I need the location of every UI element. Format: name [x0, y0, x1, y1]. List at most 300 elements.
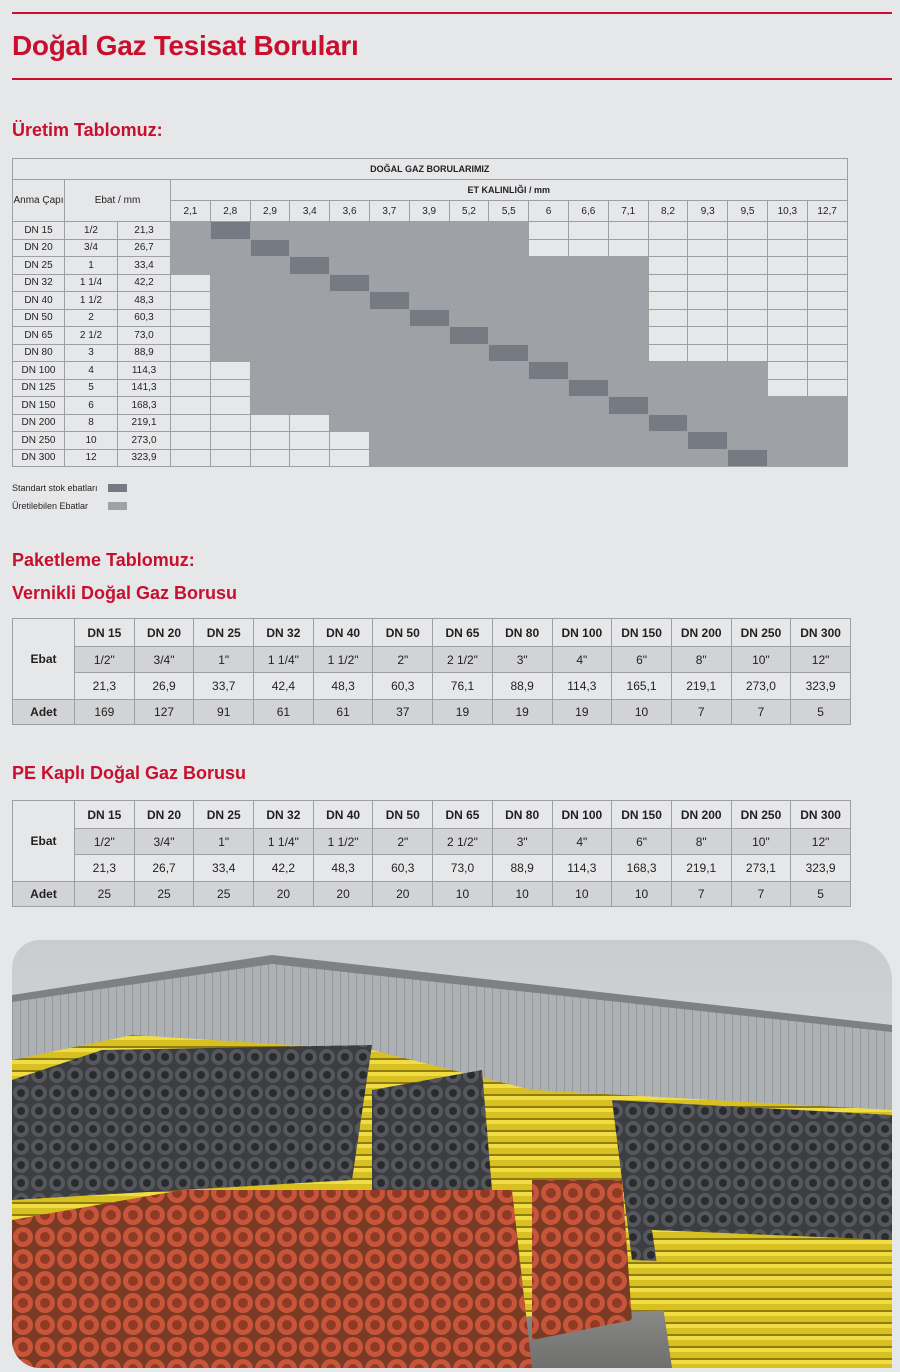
producible-cell: [767, 397, 807, 415]
empty-cell: [210, 449, 250, 467]
producible-cell: [608, 449, 648, 467]
empty-cell: [728, 292, 768, 310]
producible-cell: [688, 449, 728, 467]
producible-cell: [409, 449, 449, 467]
empty-cell: [250, 449, 290, 467]
dn-cell: DN 80: [492, 801, 552, 829]
producible-cell: [330, 379, 370, 397]
standard-stock-cell: [369, 292, 409, 310]
row-dn: DN 125: [13, 379, 65, 397]
mm-cell: 114,3: [552, 855, 612, 882]
legend-producible-swatch: [108, 502, 127, 510]
producible-cell: [409, 414, 449, 432]
dn-cell: DN 20: [134, 801, 194, 829]
production-row: [13, 362, 848, 380]
row-inch: 1 1/2: [65, 292, 118, 310]
row-dn: DN 200: [13, 414, 65, 432]
qty-cell: 7: [731, 700, 791, 725]
dn-cell: DN 32: [254, 619, 314, 647]
producible-cell: [688, 379, 728, 397]
producible-cell: [369, 362, 409, 380]
producible-cell: [529, 327, 569, 345]
producible-cell: [369, 257, 409, 275]
thickness-value: 7,1: [608, 201, 648, 222]
inch-cell: 1 1/2": [313, 829, 373, 855]
producible-cell: [608, 274, 648, 292]
qty-label: Adet: [13, 700, 75, 725]
production-row: [13, 327, 848, 345]
producible-cell: [728, 397, 768, 415]
empty-cell: [688, 257, 728, 275]
producible-cell: [767, 449, 807, 467]
empty-cell: [568, 222, 608, 240]
qty-cell: 20: [373, 882, 433, 907]
qty-cell: 25: [194, 882, 254, 907]
empty-cell: [728, 344, 768, 362]
inch-cell: 3/4": [134, 647, 194, 673]
thickness-value: 2,1: [171, 201, 211, 222]
inch-cell: 2 1/2": [433, 829, 493, 855]
standard-stock-cell: [648, 414, 688, 432]
producible-cell: [369, 379, 409, 397]
producible-cell: [489, 414, 529, 432]
row-mm: 21,3: [118, 222, 171, 240]
producible-cell: [529, 257, 569, 275]
producible-cell: [568, 309, 608, 327]
empty-cell: [330, 432, 370, 450]
thickness-header: ET KALINLIĞI / mm: [171, 180, 848, 201]
production-table-title: DOĞAL GAZ BORULARIMIZ: [13, 159, 848, 180]
row-inch: 3/4: [65, 239, 118, 257]
size-label: Ebat: [13, 619, 75, 700]
row-mm: 48,3: [118, 292, 171, 310]
producible-cell: [489, 257, 529, 275]
empty-cell: [728, 222, 768, 240]
mm-cell: 88,9: [492, 855, 552, 882]
producible-cell: [489, 379, 529, 397]
thickness-value: 3,4: [290, 201, 330, 222]
producible-cell: [807, 414, 847, 432]
mm-cell: 60,3: [373, 855, 433, 882]
thickness-value: 9,3: [688, 201, 728, 222]
dn-cell: DN 40: [313, 801, 373, 829]
inch-cell: 10": [731, 647, 791, 673]
production-row: [13, 449, 848, 467]
dn-cell: DN 300: [791, 619, 851, 647]
producible-cell: [250, 362, 290, 380]
empty-cell: [648, 292, 688, 310]
empty-cell: [807, 257, 847, 275]
dn-cell: DN 25: [194, 801, 254, 829]
producible-cell: [688, 397, 728, 415]
production-row: [13, 397, 848, 415]
empty-cell: [688, 222, 728, 240]
mm-cell: 168,3: [612, 855, 672, 882]
producible-cell: [608, 379, 648, 397]
qty-cell: 91: [194, 700, 254, 725]
empty-cell: [171, 309, 211, 327]
empty-cell: [728, 309, 768, 327]
thickness-value: 5,5: [489, 201, 529, 222]
dn-cell: DN 300: [791, 801, 851, 829]
standard-stock-cell: [210, 222, 250, 240]
producible-cell: [290, 379, 330, 397]
producible-cell: [290, 274, 330, 292]
producible-cell: [250, 344, 290, 362]
empty-cell: [529, 222, 569, 240]
producible-cell: [409, 222, 449, 240]
qty-cell: 10: [492, 882, 552, 907]
varnished-heading: Vernikli Doğal Gaz Borusu: [12, 583, 238, 603]
qty-cell: 25: [75, 882, 135, 907]
producible-cell: [449, 414, 489, 432]
dn-cell: DN 65: [433, 801, 493, 829]
legend-standard-swatch: [108, 484, 127, 492]
standard-stock-cell: [489, 344, 529, 362]
producible-cell: [489, 222, 529, 240]
empty-cell: [688, 344, 728, 362]
mm-cell: 33,7: [194, 673, 254, 700]
qty-cell: 5: [791, 882, 851, 907]
qty-cell: 61: [254, 700, 314, 725]
producible-cell: [449, 239, 489, 257]
producible-cell: [648, 362, 688, 380]
empty-cell: [807, 222, 847, 240]
mm-cell: 42,2: [254, 855, 314, 882]
mm-cell: 165,1: [612, 673, 672, 700]
producible-cell: [529, 379, 569, 397]
inch-cell: 1/2": [75, 647, 135, 673]
producible-cell: [330, 292, 370, 310]
inch-cell: 1 1/4": [254, 647, 314, 673]
pe-heading: PE Kaplı Doğal Gaz Borusu: [12, 763, 247, 783]
producible-cell: [608, 362, 648, 380]
row-inch: 3: [65, 344, 118, 362]
empty-cell: [648, 274, 688, 292]
empty-cell: [210, 414, 250, 432]
pipe-stacks-image: [12, 940, 892, 1368]
producible-cell: [409, 327, 449, 345]
producible-cell: [330, 397, 370, 415]
producible-cell: [330, 327, 370, 345]
producible-cell: [290, 309, 330, 327]
producible-cell: [608, 344, 648, 362]
producible-cell: [409, 257, 449, 275]
producible-cell: [568, 397, 608, 415]
producible-cell: [210, 344, 250, 362]
row-dn: DN 15: [13, 222, 65, 240]
thickness-value: 3,7: [369, 201, 409, 222]
empty-cell: [171, 274, 211, 292]
empty-cell: [171, 414, 211, 432]
producible-cell: [489, 274, 529, 292]
producible-cell: [568, 257, 608, 275]
dn-cell: DN 40: [313, 619, 373, 647]
empty-cell: [767, 274, 807, 292]
standard-stock-cell: [330, 274, 370, 292]
producible-cell: [449, 344, 489, 362]
producible-cell: [409, 344, 449, 362]
producible-cell: [171, 239, 211, 257]
producible-cell: [250, 292, 290, 310]
producible-cell: [529, 449, 569, 467]
producible-cell: [290, 344, 330, 362]
dn-cell: DN 200: [671, 619, 731, 647]
inch-cell: 12": [791, 647, 851, 673]
producible-cell: [608, 414, 648, 432]
empty-cell: [171, 397, 211, 415]
producible-cell: [290, 292, 330, 310]
dn-cell: DN 25: [194, 619, 254, 647]
empty-cell: [688, 309, 728, 327]
row-mm: 42,2: [118, 274, 171, 292]
producible-cell: [210, 257, 250, 275]
empty-cell: [767, 362, 807, 380]
row-mm: 168,3: [118, 397, 171, 415]
producible-cell: [568, 274, 608, 292]
row-dn: DN 32: [13, 274, 65, 292]
empty-cell: [728, 257, 768, 275]
producible-cell: [489, 432, 529, 450]
production-row: [13, 414, 848, 432]
producible-cell: [369, 414, 409, 432]
empty-cell: [648, 222, 688, 240]
production-row: [13, 379, 848, 397]
inch-cell: 1 1/4": [254, 829, 314, 855]
inch-cell: 2": [373, 829, 433, 855]
mm-cell: 76,1: [433, 673, 493, 700]
standard-stock-cell: [290, 257, 330, 275]
empty-cell: [171, 379, 211, 397]
producible-cell: [171, 257, 211, 275]
empty-cell: [728, 327, 768, 345]
producible-cell: [807, 449, 847, 467]
inch-cell: 4": [552, 647, 612, 673]
dn-cell: DN 50: [373, 619, 433, 647]
dn-cell: DN 50: [373, 801, 433, 829]
empty-cell: [648, 257, 688, 275]
inch-cell: 2 1/2": [433, 647, 493, 673]
producible-cell: [369, 239, 409, 257]
empty-cell: [648, 239, 688, 257]
mm-cell: 33,4: [194, 855, 254, 882]
producible-cell: [807, 397, 847, 415]
producible-cell: [449, 292, 489, 310]
dn-cell: DN 80: [492, 619, 552, 647]
inch-cell: 3/4": [134, 829, 194, 855]
mm-cell: 323,9: [791, 673, 851, 700]
producible-cell: [330, 222, 370, 240]
row-inch: 2 1/2: [65, 327, 118, 345]
empty-cell: [688, 292, 728, 310]
producible-cell: [250, 274, 290, 292]
producible-cell: [568, 292, 608, 310]
producible-cell: [210, 309, 250, 327]
thickness-value: 10,3: [767, 201, 807, 222]
mm-cell: 73,0: [433, 855, 493, 882]
empty-cell: [807, 362, 847, 380]
row-dn: DN 300: [13, 449, 65, 467]
qty-cell: 127: [134, 700, 194, 725]
thickness-value: 2,9: [250, 201, 290, 222]
qty-cell: 5: [791, 700, 851, 725]
dn-cell: DN 65: [433, 619, 493, 647]
inch-cell: 3": [492, 647, 552, 673]
thickness-value: 6,6: [568, 201, 608, 222]
mm-cell: 60,3: [373, 673, 433, 700]
empty-cell: [767, 257, 807, 275]
inch-cell: 3": [492, 829, 552, 855]
empty-cell: [728, 274, 768, 292]
mm-cell: 48,3: [313, 855, 373, 882]
thickness-value: 3,9: [409, 201, 449, 222]
qty-label: Adet: [13, 882, 75, 907]
producible-cell: [250, 327, 290, 345]
standard-stock-cell: [529, 362, 569, 380]
producible-cell: [210, 327, 250, 345]
inch-cell: 6": [612, 647, 672, 673]
qty-cell: 19: [433, 700, 493, 725]
row-dn: DN 100: [13, 362, 65, 380]
production-row: [13, 257, 848, 275]
producible-cell: [608, 292, 648, 310]
producible-cell: [369, 449, 409, 467]
empty-cell: [767, 327, 807, 345]
mm-cell: 48,3: [313, 673, 373, 700]
empty-cell: [767, 379, 807, 397]
pipe-stacks-photo: [12, 940, 892, 1368]
top-rule: [12, 12, 892, 14]
qty-cell: 7: [731, 882, 791, 907]
producible-cell: [728, 362, 768, 380]
row-mm: 33,4: [118, 257, 171, 275]
producible-cell: [210, 292, 250, 310]
row-inch: 1/2: [65, 222, 118, 240]
empty-cell: [807, 379, 847, 397]
qty-cell: 10: [612, 882, 672, 907]
producible-cell: [290, 397, 330, 415]
producible-cell: [529, 344, 569, 362]
title-rule: [12, 78, 892, 80]
dn-cell: DN 250: [731, 801, 791, 829]
empty-cell: [210, 362, 250, 380]
producible-cell: [369, 397, 409, 415]
row-inch: 2: [65, 309, 118, 327]
row-dn: DN 80: [13, 344, 65, 362]
producible-cell: [369, 274, 409, 292]
row-inch: 12: [65, 449, 118, 467]
row-mm: 114,3: [118, 362, 171, 380]
empty-cell: [767, 239, 807, 257]
producible-cell: [409, 397, 449, 415]
legend-standard-label: Standart stok ebatları: [12, 483, 98, 493]
production-row: [13, 292, 848, 310]
standard-stock-cell: [608, 397, 648, 415]
empty-cell: [807, 327, 847, 345]
producible-cell: [330, 414, 370, 432]
mm-cell: 323,9: [791, 855, 851, 882]
empty-cell: [608, 239, 648, 257]
qty-cell: 10: [433, 882, 493, 907]
standard-stock-cell: [409, 309, 449, 327]
size-label: Ebat: [13, 801, 75, 882]
producible-cell: [688, 414, 728, 432]
producible-cell: [250, 397, 290, 415]
producible-cell: [449, 432, 489, 450]
empty-cell: [250, 432, 290, 450]
legend-standard: [12, 483, 98, 493]
mm-cell: 21,3: [75, 673, 135, 700]
producible-cell: [369, 432, 409, 450]
inch-cell: 6": [612, 829, 672, 855]
producible-cell: [330, 239, 370, 257]
row-inch: 1: [65, 257, 118, 275]
mm-cell: 88,9: [492, 673, 552, 700]
row-mm: 88,9: [118, 344, 171, 362]
empty-cell: [648, 309, 688, 327]
row-inch: 6: [65, 397, 118, 415]
row-mm: 60,3: [118, 309, 171, 327]
empty-cell: [767, 222, 807, 240]
mm-cell: 21,3: [75, 855, 135, 882]
producible-cell: [608, 327, 648, 345]
qty-cell: 20: [313, 882, 373, 907]
empty-cell: [688, 274, 728, 292]
producible-cell: [529, 309, 569, 327]
empty-cell: [171, 327, 211, 345]
col-size-header: Ebat / mm: [65, 180, 171, 222]
empty-cell: [171, 344, 211, 362]
producible-cell: [330, 344, 370, 362]
empty-cell: [688, 239, 728, 257]
producible-cell: [290, 222, 330, 240]
empty-cell: [210, 397, 250, 415]
producible-cell: [369, 309, 409, 327]
producible-cell: [449, 274, 489, 292]
mm-cell: 273,1: [731, 855, 791, 882]
inch-cell: 4": [552, 829, 612, 855]
thickness-value: 9,5: [728, 201, 768, 222]
producible-cell: [171, 222, 211, 240]
empty-cell: [250, 414, 290, 432]
inch-cell: 12": [791, 829, 851, 855]
producible-cell: [449, 449, 489, 467]
producible-cell: [608, 432, 648, 450]
dn-cell: DN 150: [612, 619, 672, 647]
production-row: [13, 309, 848, 327]
row-inch: 5: [65, 379, 118, 397]
row-mm: 323,9: [118, 449, 171, 467]
thickness-value: 2,8: [210, 201, 250, 222]
producible-cell: [529, 432, 569, 450]
col-nominal-header: Anma Çapı: [13, 180, 65, 222]
producible-cell: [767, 414, 807, 432]
producible-cell: [568, 432, 608, 450]
empty-cell: [728, 239, 768, 257]
producible-cell: [767, 432, 807, 450]
row-mm: 26,7: [118, 239, 171, 257]
qty-cell: 169: [75, 700, 135, 725]
empty-cell: [171, 449, 211, 467]
pe-pack-table: [12, 800, 851, 907]
standard-stock-cell: [568, 379, 608, 397]
inch-cell: 10": [731, 829, 791, 855]
producible-cell: [648, 397, 688, 415]
row-dn: DN 40: [13, 292, 65, 310]
producible-cell: [250, 309, 290, 327]
inch-cell: 1/2": [75, 829, 135, 855]
producible-cell: [529, 274, 569, 292]
